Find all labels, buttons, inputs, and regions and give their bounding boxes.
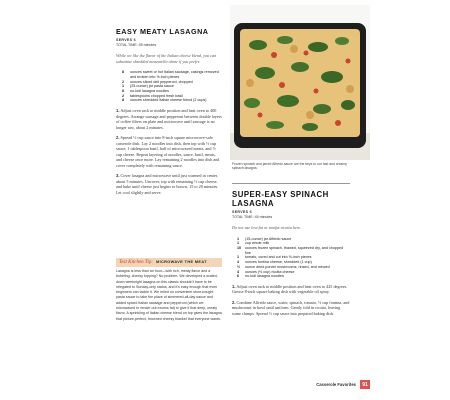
tip-title: MICROWAVE THE MEAT xyxy=(156,260,207,264)
ingredient-item: 6 no-boil lasagna noodles xyxy=(237,274,284,279)
serves-line: SERVES 6 xyxy=(232,210,252,214)
ingredient-list xyxy=(122,70,222,103)
ingredient-item: 1 (15-ounce) jar Alfredo sauce xyxy=(237,236,292,241)
instruction-step: 3. Cover lasagna and microwave until just warmed in center, about 5 minutes. Uncover, top with remaining ½ cup cheese, and bake until cheese just begins to brown, 15 to 20 minutes. Let cool slightly and serve. xyxy=(116,173,219,195)
tip-body: Lasagna is less than an hour—with rich, meaty flavor and a bubbling, cheesy topping? No problem. We developed a scaled-down weeknight lasagna on this classic shouldn't have to be relegated to Sunday-only status, and it's easy enough that even beginners can tackle it. We relied on convenient store-bought pasta sauce to take the place of simmered-all-day sauce and added spiced Italian sausage and pepperoni (which we microwaved to render out excess fat) to give it that deep, meaty flavor. A sprinkling of Italian cheese blend on top gives the lasagna that picture-perfect, browned cheesy blanket that everyone wants. xyxy=(116,269,222,321)
recipe-intro: While we like the flavor of the Italian cheese blend, you can substitute shredded mozzarella alone if you prefer. xyxy=(116,53,217,64)
instruction-step: 1. Adjust oven rack to middle position and heat oven to 425 degrees. Grease 8-inch square baking dish with vegetable oil spray. xyxy=(232,283,348,295)
recipe-intro: Do not use low-fat or nonfat ricotta here. xyxy=(232,225,302,230)
ingredient-item: 1 tomato, cored and cut into ½-inch pieces xyxy=(237,255,312,260)
page-number: 91 xyxy=(360,380,370,389)
lasagna-photo xyxy=(230,5,370,160)
page-footer xyxy=(316,380,370,389)
ingredient-item: 1 cup whole milk xyxy=(237,241,270,246)
tip-header xyxy=(116,258,222,267)
recipe-spinach-lasagna xyxy=(232,183,350,316)
photo-caption: Frozen spinach and jarred Alfredo sauce are the keys to our fast and creamy spinach lasagna. xyxy=(232,162,347,171)
ingredient-item: ½ ounce dried porcini mushrooms, rinsed, and minced xyxy=(237,264,330,269)
instruction-step: 2. Spread ½ cup sauce into 8-inch square microwave-safe casserole dish. Lay 2 noodles into dish, then top with ½ cup sauce, 1 tablespoon basil, half of microwaved meats, and ½ cup cheese. Repeat layering of noodles, sauce, basil, meats, and cheese once more. Lay remaining 2 noodles into dish and cover completely with remaining sauce. xyxy=(116,135,220,168)
ingredient-item: 8 ounces shredded Italian cheese blend (2 cups) xyxy=(122,98,207,103)
lasagna-dish-illustration xyxy=(230,5,370,160)
ingredient-item: 1 (25-ounce) jar pasta sauce xyxy=(122,84,174,89)
tip-brand: Test Kitchen Tip: xyxy=(119,260,153,265)
ingredient-item: 8 ounces sweet or hot Italian sausage, casings removed and broken into ½-inch pieces xyxy=(122,70,219,79)
instruction-step: 1. Adjust oven rack to middle position and heat oven to 400 degrees. Arrange sausage and pepperoni between double layers of coffee filters on plate and microwave until sausage is no longer raw, about 2 minutes. xyxy=(116,108,222,130)
total-time-line: TOTAL TIME: 45 minutes xyxy=(232,215,273,219)
ingredient-item: 8 no-boil lasagna noodles xyxy=(122,89,169,93)
recipe-title: EASY MEATY LASAGNA xyxy=(116,27,209,36)
ingredient-item: 2 ounces sliced deli pepperoni, chopped xyxy=(122,79,193,84)
test-kitchen-tip xyxy=(116,258,222,322)
ingredient-item: 2 tablespoons chopped fresh basil xyxy=(122,93,183,98)
total-time-line: TOTAL TIME: 45 minutes xyxy=(116,43,157,47)
ingredient-item: 10 ounces frozen spinach, thawed, squeezed dry, and chopped fine xyxy=(237,246,344,255)
ingredient-list xyxy=(237,237,350,279)
section-label: Casserole Favorites xyxy=(316,382,356,387)
section-divider xyxy=(232,183,350,184)
serves-line: SERVES 6 xyxy=(116,38,136,42)
ingredient-item: 4 ounces fontina cheese, shredded (1 cup) xyxy=(237,260,312,265)
instruction-step: 2. Combine Alfredo sauce, water, spinach, tomato, ½ cup fontina, and mushrooms in bowl until uniform. Gently fold in ricotta, leaving some clumps. Spread ½ cup sauce into prepared baking dish. xyxy=(232,299,350,316)
ingredient-item: 4 ounces (½ cup) ricotta cheese xyxy=(237,269,295,274)
recipe-title: SUPER-EASY SPINACH LASAGNA xyxy=(232,190,329,208)
recipe-easy-meaty-lasagna xyxy=(116,27,222,195)
